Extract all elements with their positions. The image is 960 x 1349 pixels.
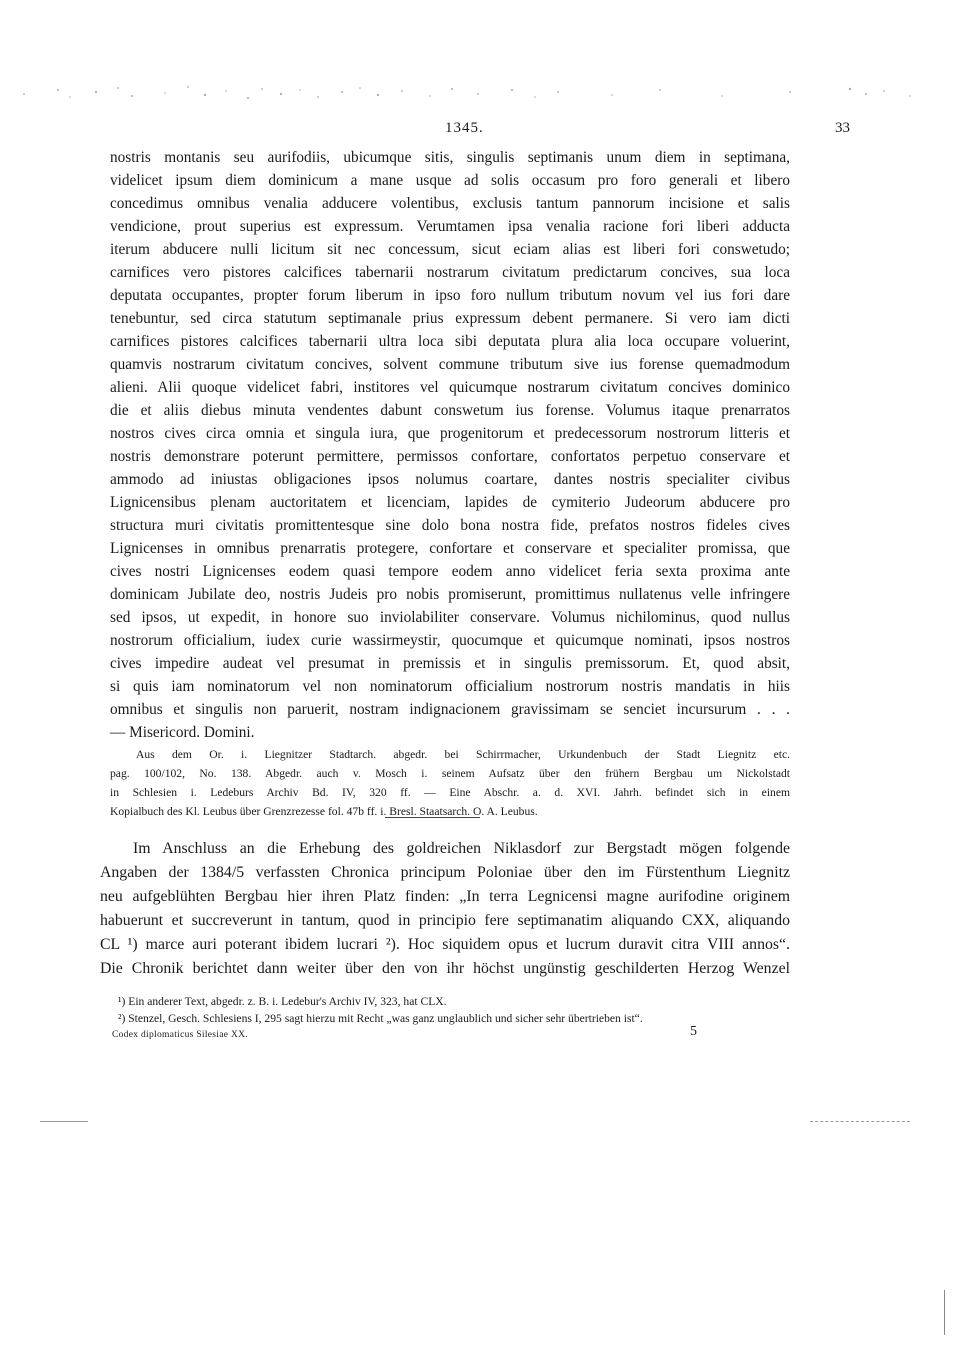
body-line: — Misericord. Domini. — [110, 724, 255, 741]
paragraph-line: Angaben der 1384/5 verfassten Chronica principum Poloniae über den im Fürstenthum Liegnitz — [100, 864, 790, 881]
body-line: dominicam Jubilate deo, nostris Judeis pro nobis promiserunt, promittimus nullatenus velle infringere — [110, 586, 790, 603]
page-number: 33 — [835, 120, 850, 136]
running-header — [110, 120, 850, 142]
paragraph-line: habuerunt et succreverunt in tantum, quod in principio fere septimanatim aliquando CXX, aliquando — [100, 912, 790, 929]
source-note-line: Kopialbuch des Kl. Leubus über Grenzrezesse fol. 47b ff. i. Bresl. Staatsarch. O. A. Leubus. — [110, 805, 538, 818]
signature-mark: 5 — [690, 1024, 697, 1039]
body-line: iterum abducere nulli licitum sit nec concessum, sicut eciam alias est liberi fori conswetudo; — [110, 241, 790, 258]
body-line: tenebuntur, sed circa statutum septimanale prius expressum debent permanere. Si vero iam dicti — [110, 310, 790, 327]
body-line: deputata occupantes, propter forum liberum in ipso foro nullum tributum novum vel ius fori dare — [110, 287, 790, 304]
body-line: omnibus et singulis non paruerit, nostram indignacionem gravissimam se senciet incursurum . . . — [110, 701, 790, 718]
footnote: ²) Stenzel, Gesch. Schlesiens I, 295 sagt hierzu mit Recht „was ganz unglaublich und sicher sehr übertrieben ist“. — [118, 1012, 643, 1025]
paragraph-line: CL ¹) marce auri poterant ibidem lucrari ²). Hoc siquidem opus et lucrum duravit citra VIII annos“. — [100, 936, 790, 953]
scan-edge-mark — [944, 1290, 945, 1335]
body-line: videlicet ipsum diem dominicum a mane usque ad solis occasum pro foro generali et libero — [110, 172, 790, 189]
body-line: alieni. Alii quoque videlicet fabri, institores vel quicumque nostrarum civitatum concives dominico — [110, 379, 790, 396]
body-line: nostris montanis seu aurifodiis, ubicumque sitis, singulis septimanis unum diem in septimana, — [110, 149, 790, 166]
scan-noise-band — [0, 78, 960, 108]
body-line: nostros cives circa omnia et singula iura, que progenitorum et predecessorum nostrorum litteris et — [110, 425, 790, 442]
body-line: vendicione, prout superius est expressum. Verumtamen ipsa venalia racione fori liberi adducta — [110, 218, 790, 235]
source-note-line: in Schlesien i. Ledeburs Archiv Bd. IV, 320 ff. — Eine Abschr. a. d. XVI. Jahrh. befindet sich in einem — [110, 786, 790, 799]
source-note-line: Aus dem Or. i. Liegnitzer Stadtarch. abgedr. bei Schirrmacher, Urkundenbuch der Stadt Liegnitz etc. — [136, 748, 790, 761]
body-line: cives nostri Lignicenses eodem quasi tempore eodem anno videlicet feria sexta proxima ante — [110, 563, 790, 580]
paragraph-line: neu aufgeblühten Bergbau hier ihren Platz finden: „In terra Legnicensi magne aurifodine originem — [100, 888, 790, 905]
body-line: nostrorum officialium, iudex curie wassirmeystir, quocumque et quicumque nominati, ipsos nostros — [110, 632, 790, 649]
body-line: Lignicenses in omnibus prenarratis protegere, confortare et conservare et specialiter promissa, que — [110, 540, 790, 557]
scan-margin-mark — [810, 1121, 910, 1122]
body-line: ammodo ad iniustas obligaciones ipsos nolumus coartare, dantes nostris specialiter civibus — [110, 471, 790, 488]
body-line: nostris demonstrare poterunt permittere, permissos confortare, confortatos perpetuo conservare et — [110, 448, 790, 465]
scan-margin-mark — [40, 1121, 88, 1122]
body-line: die et aliis diebus minuta vendentes dabunt conswetum ius forense. Volumus itaque prenarratos — [110, 402, 790, 419]
body-line: concedimus omnibus venalia adducere volentibus, exclusis tantum pannorum incisione et salis — [110, 195, 790, 212]
body-line: Lignicensibus plenam auctoritatem et licenciam, lapides de cymiterio Judeorum abducere pro — [110, 494, 790, 511]
body-line: carnifices pistores calcifices tabernarii ultra loca sibi deputata plura alia loca occupare voluerint, — [110, 333, 790, 350]
body-line: sed ipsos, ut expedit, in honore suo inviolabiliter conservare. Volumus nichilominus, quod nullus — [110, 609, 790, 626]
body-line: carnifices vero pistores calcifices tabernarii nostrarum civitatum predictarum concives, sua loca — [110, 264, 790, 281]
paragraph-line: Die Chronik berichtet dann weiter über den von ihr höchst ungünstig geschilderten Herzog Wenzel — [100, 960, 790, 977]
source-note-line: pag. 100/102, No. 138. Abgedr. auch v. Mosch i. seinem Aufsatz über den frühern Bergbau um Nickolstadt — [110, 767, 790, 780]
body-line: si quis iam nominatorum vel non nominatorum officialium nostrorum nostris mandatis in hiis — [110, 678, 790, 695]
codex-imprint: Codex diplomaticus Silesiae XX. — [112, 1030, 248, 1040]
body-line: structura muri civitatis promittentesque sine dolo bona nostra fide, prefatos nostros fideles cives — [110, 517, 790, 534]
footnote: ¹) Ein anderer Text, abgedr. z. B. i. Ledebur's Archiv IV, 323, hat CLX. — [118, 995, 447, 1008]
paragraph-line: Im Anschluss an die Erhebung des goldreichen Niklasdorf zur Bergstadt mögen folgende — [133, 840, 790, 857]
header-year: 1345. — [445, 120, 484, 136]
section-separator — [385, 817, 480, 818]
body-line: quamvis nostrarum civitatum concives, solvent commune tributum sive ius forense quemadmodum — [110, 356, 790, 373]
body-line: cives impedire audeat vel presumat in premissis et in singulis premissorum. Et, quod absit, — [110, 655, 790, 672]
